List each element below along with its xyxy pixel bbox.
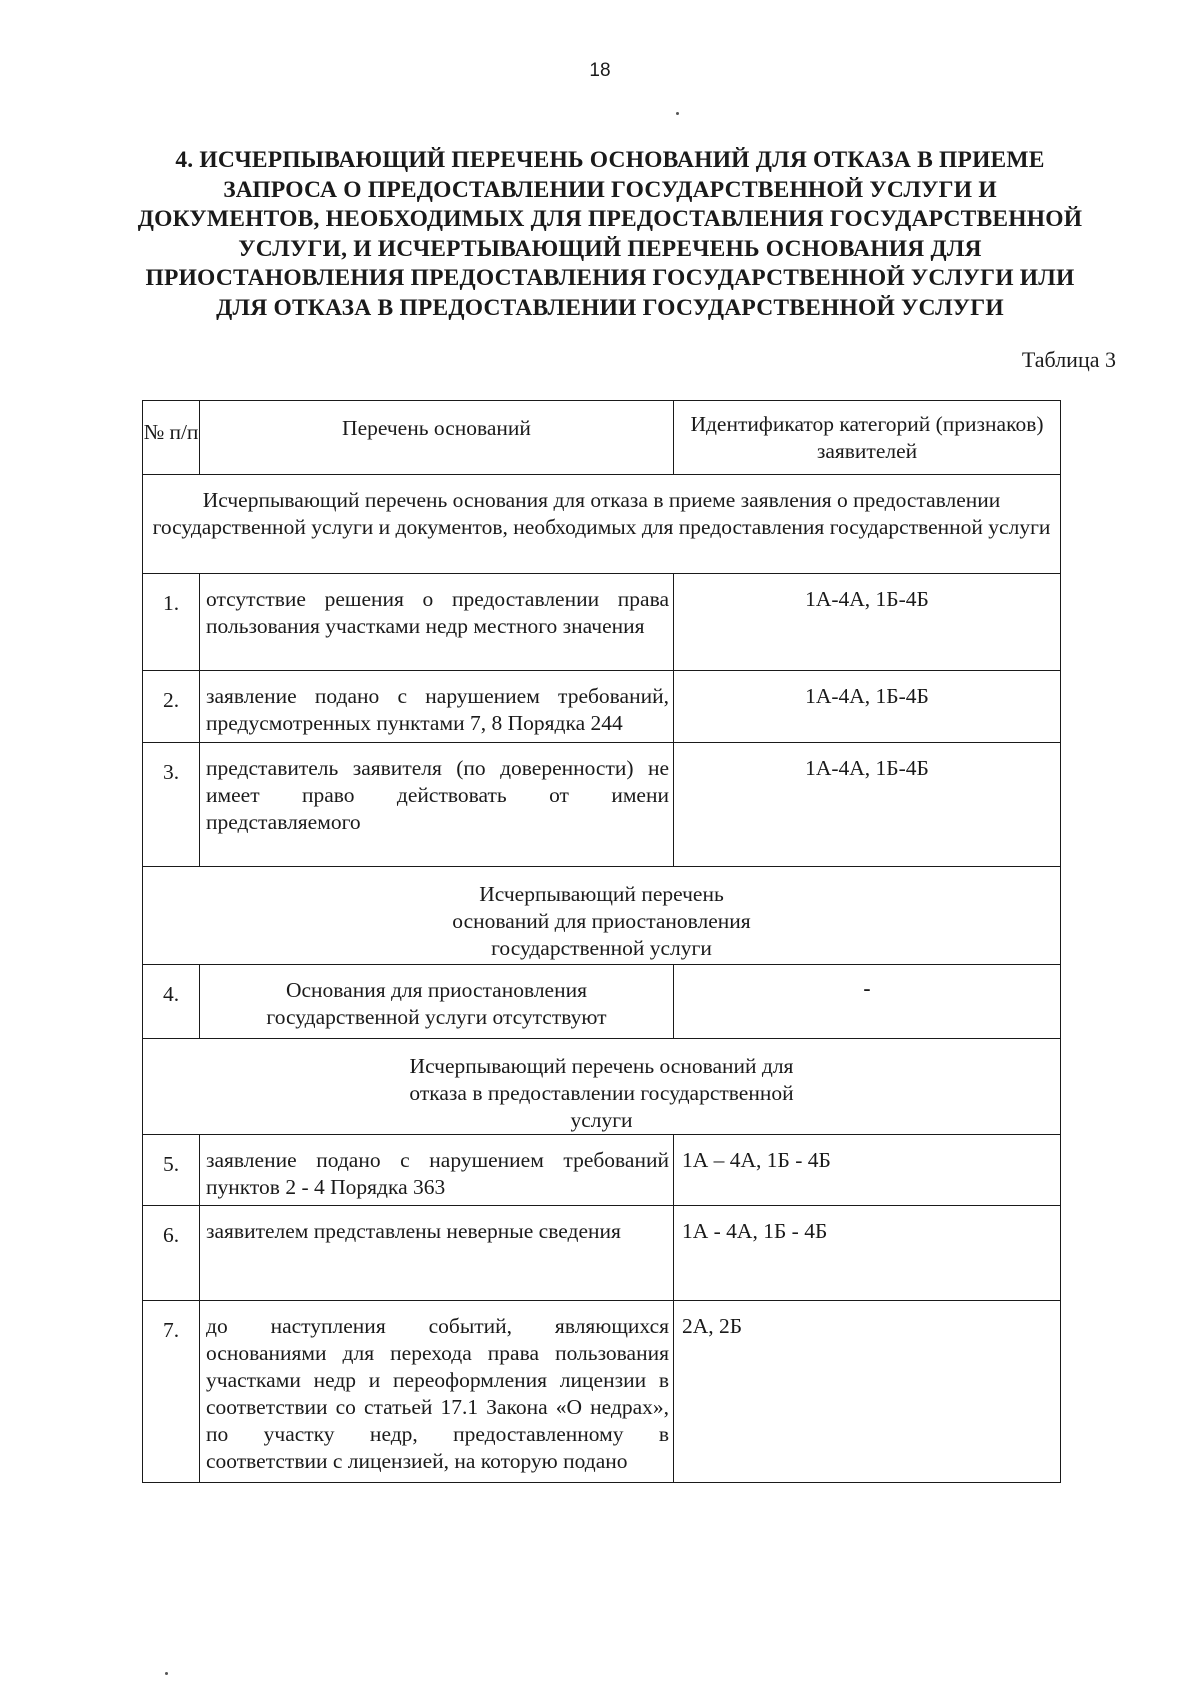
row-text: заявителем представлены неверные сведения xyxy=(200,1206,674,1301)
section-row xyxy=(143,867,1061,965)
row-text: заявление подано с нарушением требований, предусмотренных пунктами 7, 8 Порядка 244 xyxy=(200,671,674,743)
page-number: 18 xyxy=(589,60,611,81)
row-num: 1. xyxy=(143,574,200,671)
row-num: 5. xyxy=(143,1135,200,1206)
row-text: отсутствие решения о предоставлении права пользования участками недр местного значения xyxy=(200,574,674,671)
row-identifier: 1А-4А, 1Б-4Б xyxy=(674,743,1061,867)
header-num: № п/п xyxy=(143,401,200,475)
table-row xyxy=(143,965,1061,1039)
heading-line: ЗАПРОСА О ПРЕДОСТАВЛЕНИИ ГОСУДАРСТВЕННОЙ УСЛУГИ И xyxy=(223,176,997,203)
scan-speck xyxy=(676,112,679,115)
table-header-row xyxy=(143,401,1061,475)
row-num: 7. xyxy=(143,1301,200,1483)
section-title: Исчерпывающий перечень оснований для приостановления государственной услуги xyxy=(143,867,1061,965)
row-num: 2. xyxy=(143,671,200,743)
row-text: Основания для приостановления государственной услуги отсутствуют xyxy=(200,965,674,1039)
heading-line: ДЛЯ ОТКАЗА В ПРЕДОСТАВЛЕНИИ ГОСУДАРСТВЕННОЙ УСЛУГИ xyxy=(216,294,1004,321)
section-heading xyxy=(120,146,1100,323)
row-text: до наступления событий, являющихся основаниями для перехода права пользования участками недр и переоформления лицензии в соответствии со статьей 17.1 Закона «О недрах», по участку недр, предоставленному в соответствии с лицензией, на которую подано xyxy=(200,1301,674,1483)
row-text: заявление подано с нарушением требований пунктов 2 - 4 Порядка 363 xyxy=(200,1135,674,1206)
row-num: 3. xyxy=(143,743,200,867)
section-row xyxy=(143,475,1061,574)
table-row xyxy=(143,574,1061,671)
heading-line: ПРИОСТАНОВЛЕНИЯ ПРЕДОСТАВЛЕНИЯ ГОСУДАРСТВЕННОЙ УСЛУГИ ИЛИ xyxy=(145,265,1075,291)
table-row xyxy=(143,1206,1061,1301)
header-reasons: Перечень оснований xyxy=(200,401,674,475)
header-identifier: Идентификатор категорий (признаков) заявителей xyxy=(674,401,1061,475)
table-row xyxy=(143,1301,1061,1483)
row-identifier: 1А – 4А, 1Б - 4Б xyxy=(674,1135,1061,1206)
table-caption: Таблица 3 xyxy=(1021,347,1116,372)
row-identifier: 1А-4А, 1Б-4Б xyxy=(674,574,1061,671)
heading-line: ДОКУМЕНТОВ, НЕОБХОДИМЫХ ДЛЯ ПРЕДОСТАВЛЕНИЯ ГОСУДАРСТВЕННОЙ xyxy=(137,206,1083,232)
row-num: 6. xyxy=(143,1206,200,1301)
table-row xyxy=(143,1135,1061,1206)
table-row xyxy=(143,671,1061,743)
grounds-table xyxy=(142,400,1061,1483)
section-row xyxy=(143,1039,1061,1135)
section-title: Исчерпывающий перечень оснований для отказа в предоставлении государственной услуги xyxy=(143,1039,1061,1135)
row-identifier: 2А, 2Б xyxy=(674,1301,1061,1483)
row-num: 4. xyxy=(143,965,200,1039)
scan-speck xyxy=(165,1672,168,1675)
row-text: представитель заявителя (по доверенности) не имеет право действовать от имени представляемого xyxy=(200,743,674,867)
table-row xyxy=(143,743,1061,867)
heading-line: 4. ИСЧЕРПЫВАЮЩИЙ ПЕРЕЧЕНЬ ОСНОВАНИЙ ДЛЯ ОТКАЗА В ПРИЕМЕ xyxy=(175,147,1045,173)
heading-line: УСЛУГИ, И ИСЧЕРТЫВАЮЩИЙ ПЕРЕЧЕНЬ ОСНОВАНИЯ ДЛЯ xyxy=(238,235,982,262)
row-identifier: - xyxy=(674,965,1061,1039)
section-title: Исчерпывающий перечень основания для отказа в приеме заявления о предоставлении государственной услуги и документов, необходимых для предоставления государственной услуги xyxy=(143,475,1061,574)
row-identifier: 1А-4А, 1Б-4Б xyxy=(674,671,1061,743)
row-identifier: 1А - 4А, 1Б - 4Б xyxy=(674,1206,1061,1301)
